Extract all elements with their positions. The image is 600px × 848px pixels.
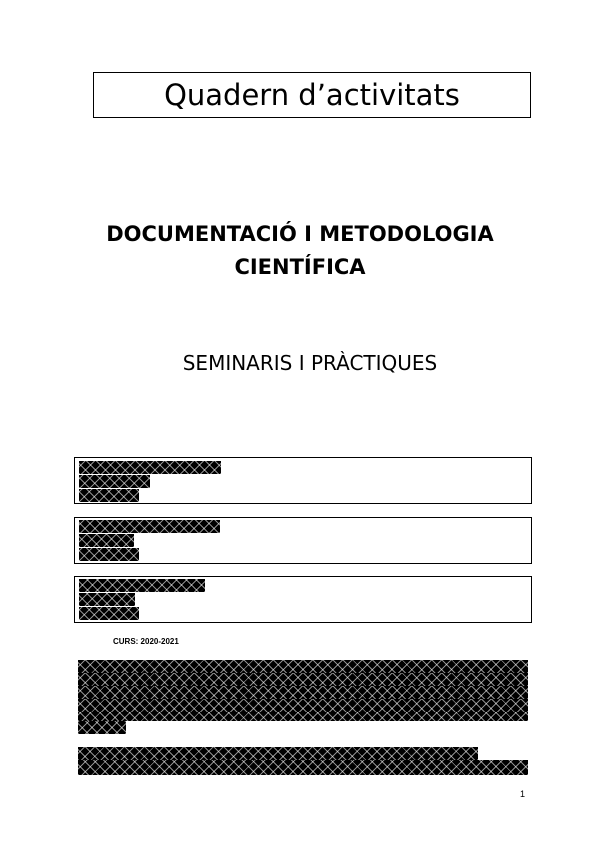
redaction-bar <box>78 660 528 673</box>
course-label: CURS: 2020-2021 <box>113 637 179 646</box>
redaction-bar <box>78 760 528 775</box>
redaction-bar <box>78 673 528 686</box>
redaction-bar <box>78 712 528 721</box>
redaction-bar <box>79 548 139 561</box>
heading-line-1: DOCUMENTACIÓ I METODOLOGIA <box>106 222 494 246</box>
redaction-bar <box>79 520 220 533</box>
redaction-bar <box>79 593 135 606</box>
redaction-bar <box>78 747 478 760</box>
subheading: SEMINARIS I PRÀCTIQUES <box>182 351 438 375</box>
redacted-info-box-3 <box>74 576 532 623</box>
redaction-bar <box>79 489 139 502</box>
redacted-info-box-1 <box>74 457 532 504</box>
redaction-bar <box>79 461 221 474</box>
redaction-bar <box>78 721 126 734</box>
redaction-bar <box>79 579 205 592</box>
heading-line-2: CIENTÍFICA <box>234 255 366 279</box>
document-title: Quadern d’activitats <box>93 72 531 118</box>
redaction-bar <box>78 686 528 699</box>
page-number: 1 <box>520 789 526 799</box>
redacted-info-box-2 <box>74 517 532 564</box>
redaction-bar <box>79 607 139 620</box>
redaction-bar <box>79 534 134 547</box>
redaction-bar <box>78 699 528 712</box>
redaction-bar <box>79 475 150 488</box>
